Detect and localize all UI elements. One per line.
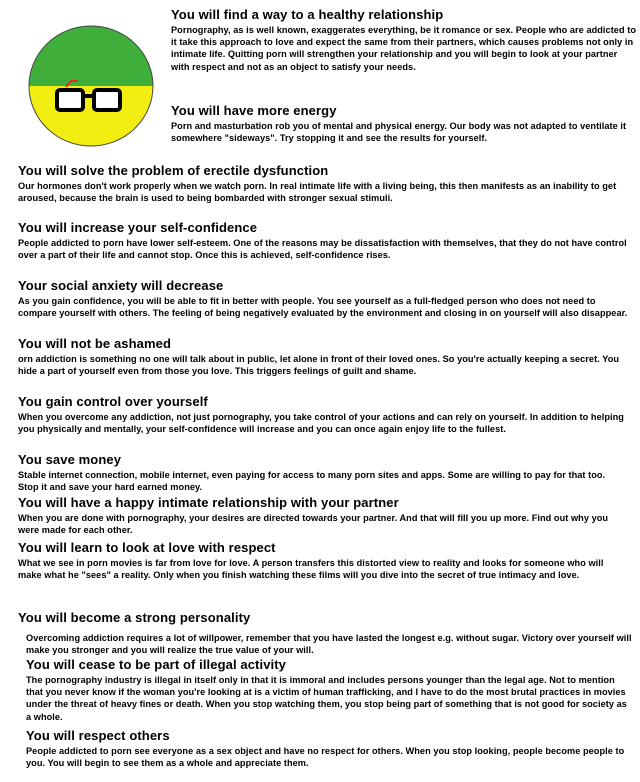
section-heading: You will become a strong personality xyxy=(18,610,251,625)
section-heading: You will find a way to a healthy relationship xyxy=(171,7,444,22)
section-heading: You will increase your self-confidence xyxy=(18,220,258,235)
countryball-with-glasses-icon xyxy=(26,24,156,148)
section-heading: You will learn to look at love with respect xyxy=(18,540,276,555)
section-strong-personality-body xyxy=(26,630,634,656)
section-social-anxiety xyxy=(18,278,628,319)
section-body: When you are done with pornography, your desires are directed towards your partner. And that will fill you up more. Find out why you were made for each other. xyxy=(18,513,609,536)
section-illegal-activity xyxy=(26,657,634,723)
section-body: The pornography industry is illegal in itself only in that it is immoral and includes persons younger than the legal age. Not to mention that you never know if the woman you're looking at is a victim of human trafficking, and I have to do the most brutal practices in movies under the threat of heavy fines or death. When you stop watching them, you stop being part of something that is not good for society as a whole. xyxy=(26,675,627,722)
section-love-with-respect xyxy=(18,540,628,581)
section-body: Porn and masturbation rob you of mental and physical energy. Our body was not adapted to ventilate it somewhere "sideways". Try stopping it and see the results for yourself. xyxy=(171,121,627,144)
section-body: People addicted to porn have lower self-esteem. One of the reasons may be dissatisfaction with themselves, that they do not have control over a part of their life and cannot stop. Once this is achieved, self-confidence rises. xyxy=(18,238,627,261)
section-heading: You gain control over yourself xyxy=(18,394,208,409)
section-respect-others xyxy=(26,728,634,769)
section-heading: You will not be ashamed xyxy=(18,336,172,351)
section-strong-personality xyxy=(18,610,628,625)
section-body: Pornography, as is well known, exaggerates everything, be it romance or sex. People who are addicted to it take this approach to love and expect the same from their partners, which causes problems not only in intimate life. Quitting porn will strengthen your relationship and you will begin to look at your partner with respect and not as an object to satisfy your needs. xyxy=(171,25,636,72)
section-erectile-dysfunction xyxy=(18,163,628,204)
section-self-confidence xyxy=(18,220,628,261)
section-not-ashamed xyxy=(18,336,628,377)
section-body: orn addiction is something no one will talk about in public, let alone in front of their loved ones. So you're actually keeping a secret. You hide a part of yourself even from those you love. This triggers feelings of guilt and shame. xyxy=(18,354,620,377)
ball-top-half xyxy=(26,24,156,86)
section-heading: You save money xyxy=(18,452,122,467)
section-body: People addicted to porn see everyone as a sex object and have no respect for others. When you stop looking, people become people to you. You will begin to see them as a whole and appreciate them. xyxy=(26,746,625,769)
section-save-money xyxy=(18,452,628,493)
section-body: As you gain confidence, you will be able to fit in better with people. You see yourself as a full-fledged person who does not need to compare yourself with others. The feeling of being negatively evaluated by the environment and closing in on yourself will also disappear. xyxy=(18,296,628,319)
section-heading: Your social anxiety will decrease xyxy=(18,278,224,293)
section-heading: You will respect others xyxy=(26,728,170,743)
section-gain-control xyxy=(18,394,628,435)
section-happy-relationship xyxy=(18,495,628,536)
section-heading: You will cease to be part of illegal activity xyxy=(26,657,286,672)
section-heading: You will solve the problem of erectile dysfunction xyxy=(18,163,329,178)
section-more-energy xyxy=(171,103,637,144)
section-body: Overcoming addiction requires a lot of willpower, remember that you have lasted the longest e.g. without sugar. Victory over yourself will make you stronger and you will realize the true value of your will. xyxy=(26,633,632,656)
section-body: Stable internet connection, mobile internet, even paying for access to many porn sites and apps. Some are willing to pay for that too. Stop it and save your hard earned money. xyxy=(18,470,606,493)
section-healthy-relationship xyxy=(171,7,637,73)
section-body: Our hormones don't work properly when we watch porn. In real intimate life with a living being, this then manifests as an inability to get aroused, because the brain is used to being bombarded with stronger sexual stimuli. xyxy=(18,181,617,204)
section-body: When you overcome any addiction, not just pornography, you take control of your actions and can rely on yourself. In addition to helping you physically and mentally, your self-confidence will increase and you can once again enjoy life to the fullest. xyxy=(18,412,624,435)
section-heading: You will have more energy xyxy=(171,103,337,118)
section-body: What we see in porn movies is far from love for love. A person transfers this distorted view to reality and looks for someone who will make what he "sees" a reality. Only when you finish watching these films will you dive into the secret of true intimacy and love. xyxy=(18,558,604,581)
section-heading: You will have a happy intimate relationship with your partner xyxy=(18,495,399,510)
